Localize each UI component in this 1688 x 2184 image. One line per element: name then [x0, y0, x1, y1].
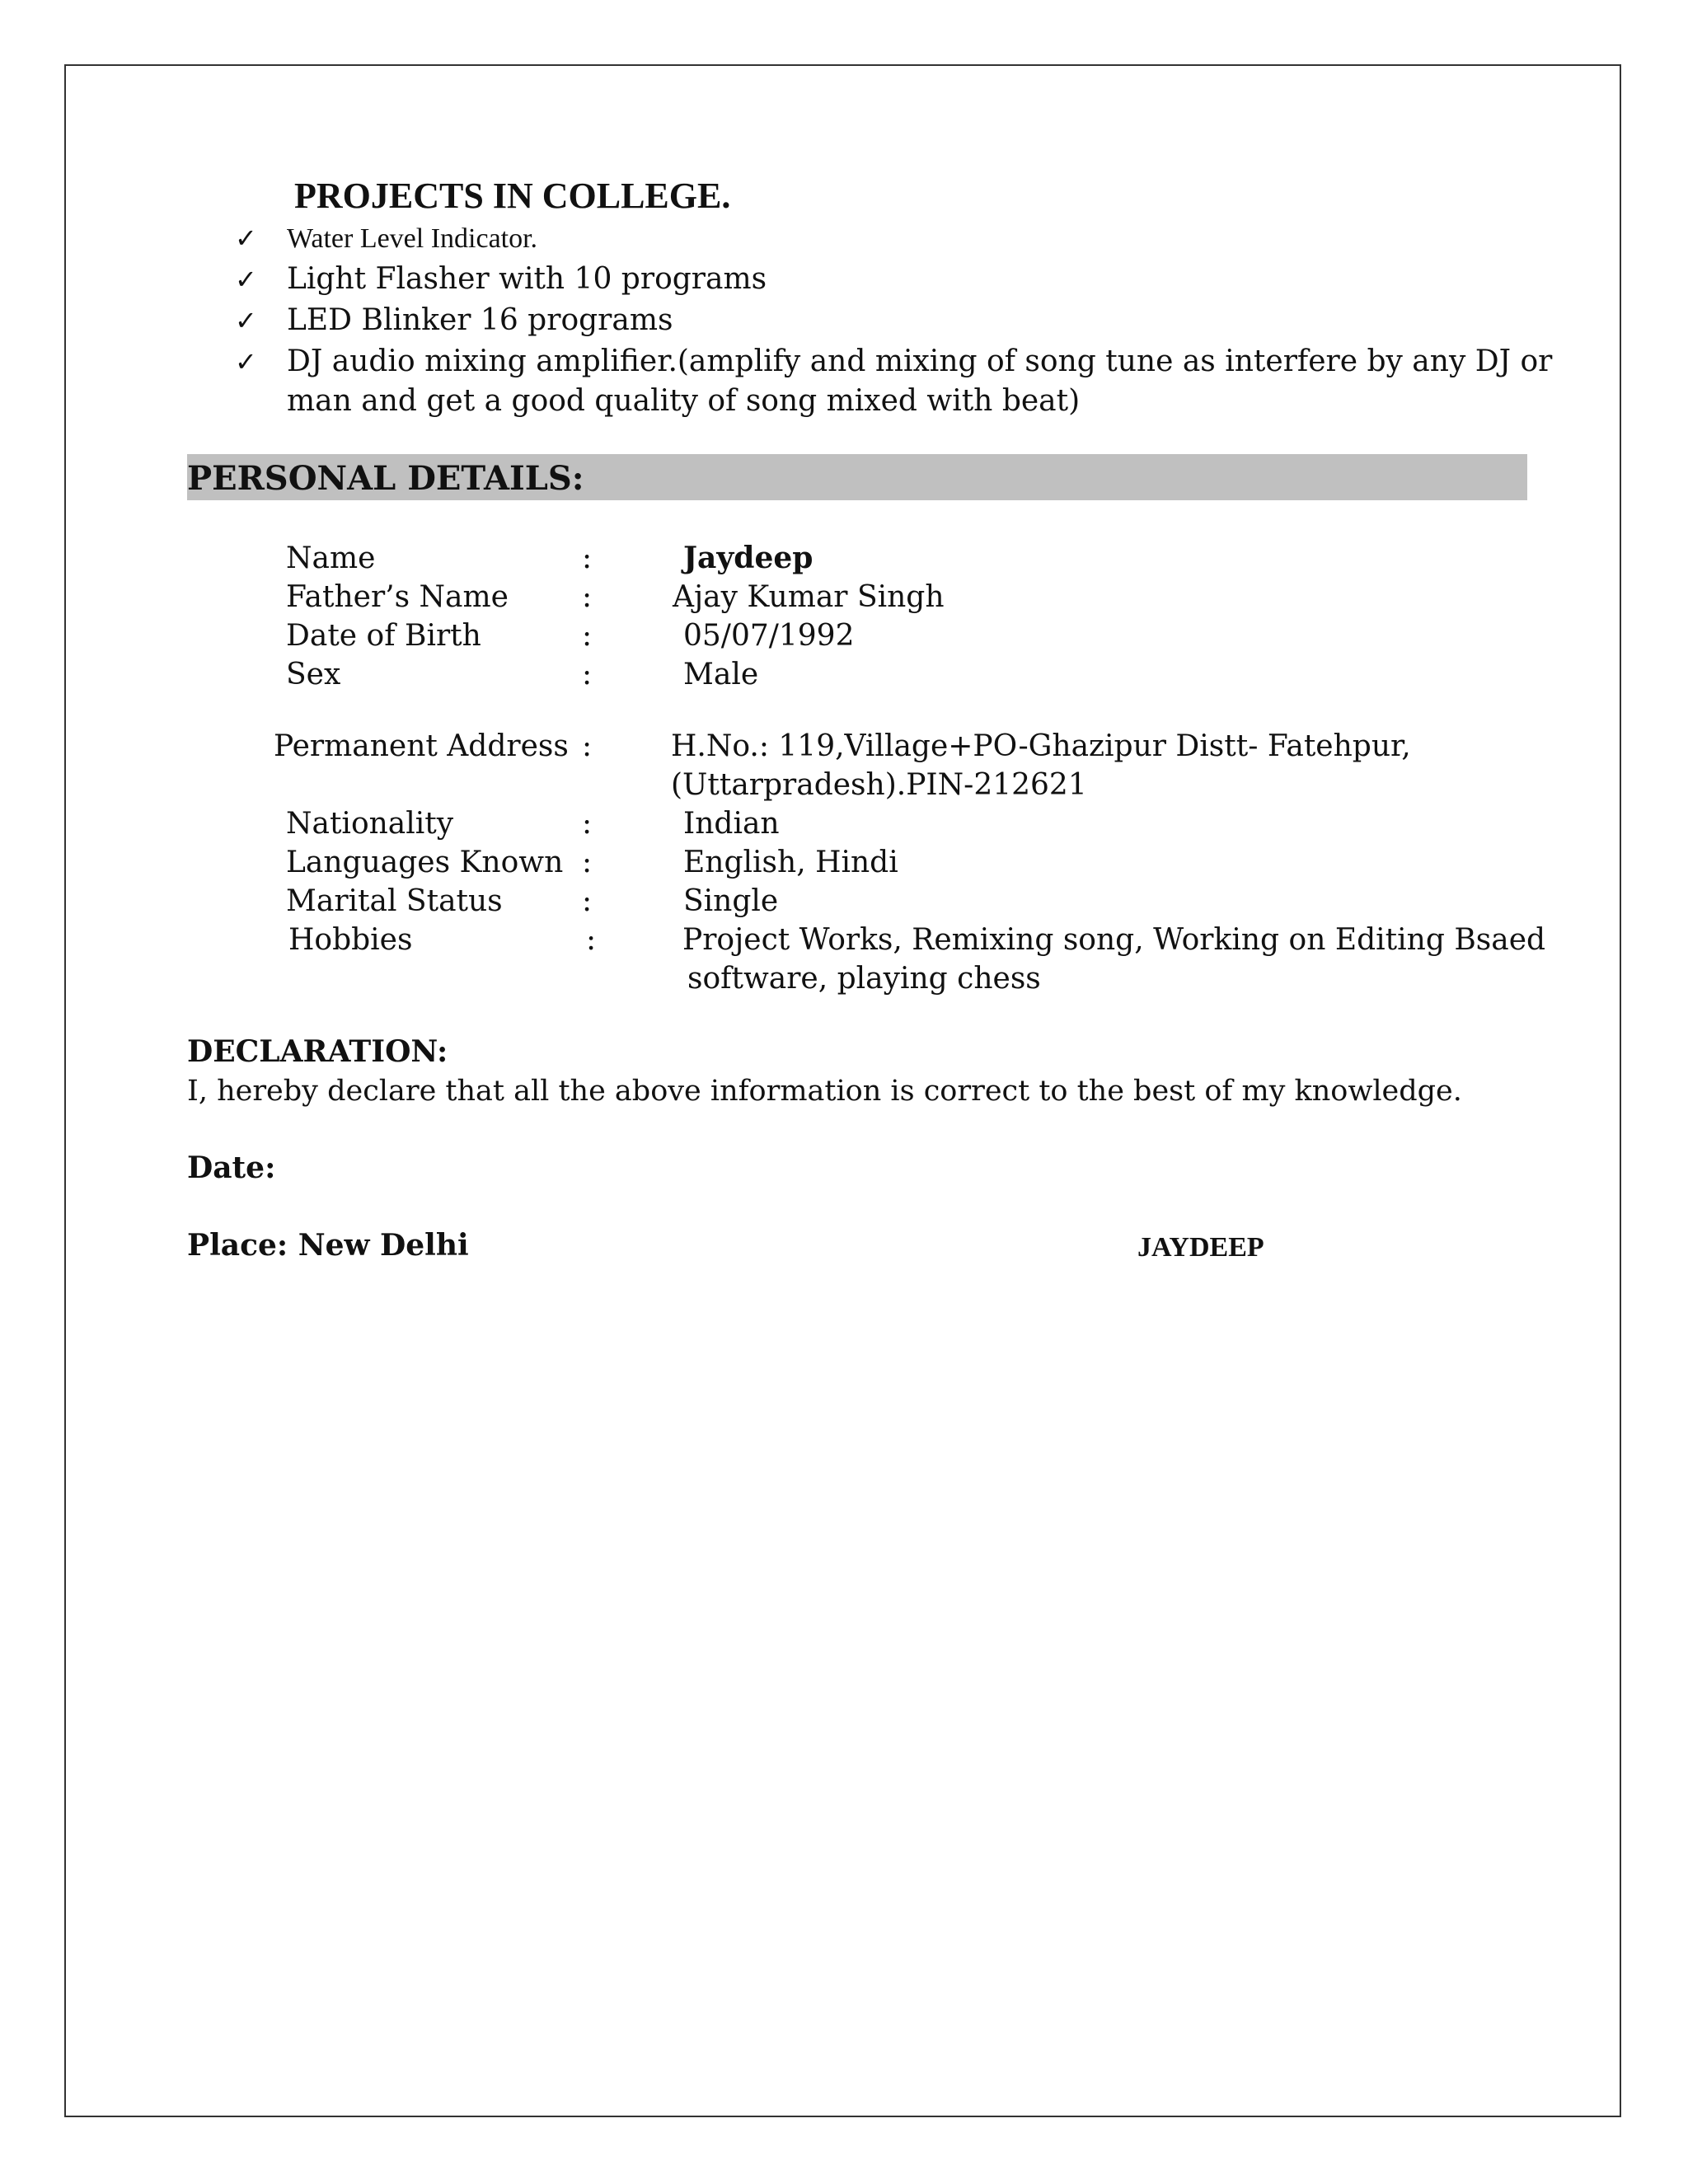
marital-status-value: Single	[683, 884, 779, 918]
nationality-value: Indian	[683, 807, 780, 841]
dob-value: 05/07/1992	[683, 619, 855, 653]
separator: :	[582, 807, 593, 841]
check-icon: ✓	[235, 346, 257, 377]
project-item-continuation: man and get a good quality of song mixed with beat)	[287, 384, 1081, 418]
signature-name: JAYDEEP	[1137, 1232, 1264, 1263]
address-label: Permanent Address	[274, 729, 569, 763]
name-label: Name	[286, 541, 376, 575]
marital-status-label: Marital Status	[286, 884, 503, 918]
place-label: Place: New Delhi	[187, 1228, 469, 1263]
projects-heading: PROJECTS IN COLLEGE.	[294, 176, 731, 216]
project-item: DJ audio mixing amplifier.(amplify and mixing of song tune as interfere by any DJ or	[287, 344, 1553, 378]
name-value: Jaydeep	[683, 541, 814, 575]
separator: :	[582, 619, 593, 653]
check-icon: ✓	[235, 305, 257, 336]
languages-label: Languages Known	[286, 846, 564, 879]
fathers-name-label: Father’s Name	[286, 580, 509, 614]
sex-label: Sex	[286, 658, 341, 691]
separator: :	[582, 884, 593, 918]
separator: :	[586, 923, 597, 957]
project-item: Light Flasher with 10 programs	[287, 262, 767, 296]
declaration-text: I, hereby declare that all the above information is correct to the best of my knowledge.	[187, 1075, 1462, 1108]
nationality-label: Nationality	[286, 807, 454, 841]
personal-details-heading: PERSONAL DETAILS:	[187, 459, 584, 498]
declaration-heading: DECLARATION:	[187, 1034, 448, 1069]
languages-value: English, Hindi	[683, 846, 898, 879]
separator: :	[582, 541, 593, 575]
hobbies-value-line1: Project Works, Remixing song, Working on Editing Bsaed	[682, 923, 1546, 957]
project-item: Water Level Indicator.	[287, 223, 538, 254]
separator: :	[582, 658, 593, 691]
sex-value: Male	[683, 658, 759, 691]
fathers-name-value: Ajay Kumar Singh	[673, 580, 945, 614]
project-item: LED Blinker 16 programs	[287, 303, 673, 337]
separator: :	[582, 580, 593, 614]
address-value-line2: (Uttarpradesh).PIN-212621	[671, 768, 1087, 802]
dob-label: Date of Birth	[286, 619, 481, 653]
hobbies-value-line2: software, playing chess	[687, 962, 1041, 996]
hobbies-label: Hobbies	[288, 923, 413, 957]
check-icon: ✓	[235, 223, 257, 254]
check-icon: ✓	[235, 264, 257, 295]
address-value-line1: H.No.: 119,Village+PO-Ghazipur Distt- Fatehpur,	[671, 729, 1411, 763]
date-label: Date:	[187, 1151, 276, 1185]
separator: :	[582, 846, 593, 879]
separator: :	[582, 729, 593, 763]
